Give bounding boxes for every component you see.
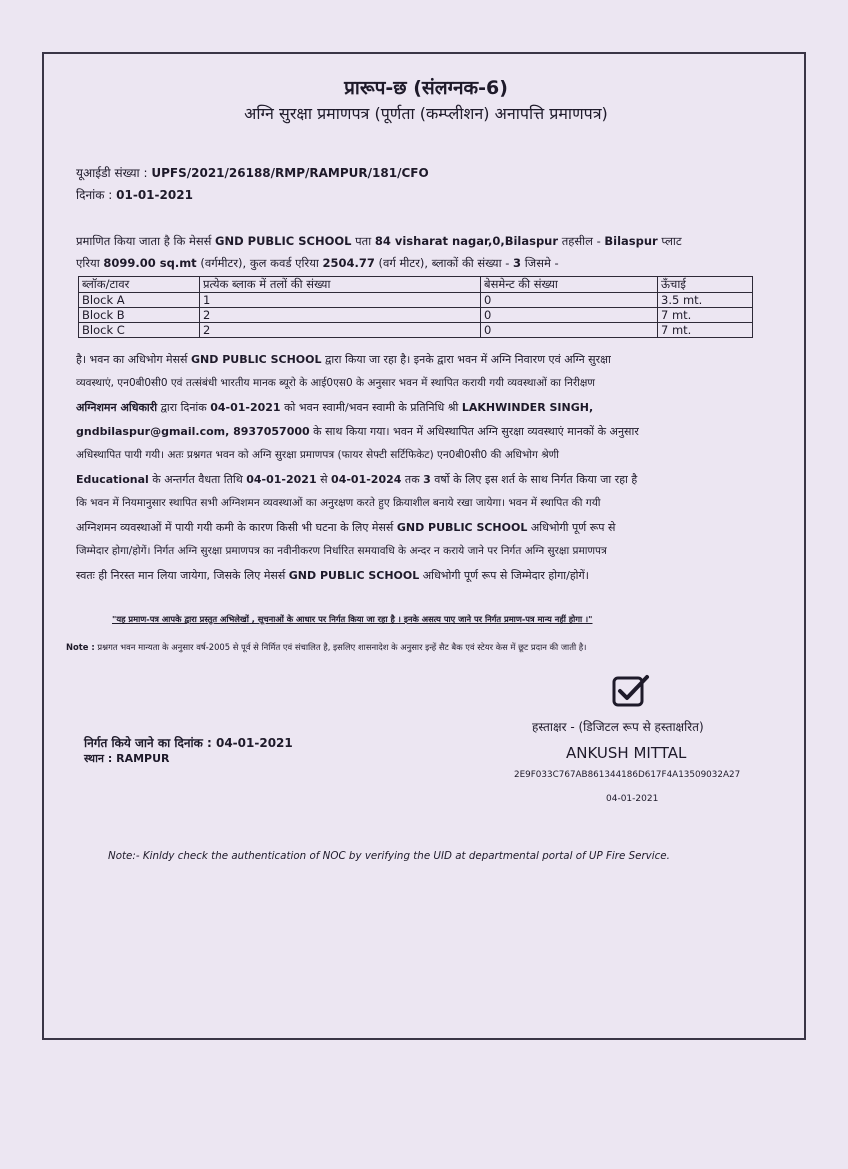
body-line-9: जिम्मेदार होगा/होगें। निर्गत अग्नि सुरक्षा प्रमाणपत्र का नवीनीकरण निर्धारित समयावधि के अन्दर न कराये जाने पर निर्गत अग्नि सुरक्षा प्रमाणपत्र (76, 545, 607, 557)
table-header: बेसमेन्ट की संख्या (481, 277, 658, 293)
table-cell: 7 mt. (658, 308, 753, 323)
certificate-frame (42, 52, 806, 1040)
body-line-1 (76, 352, 611, 367)
table-cell: 0 (481, 293, 658, 308)
tehsil: Bilaspur (604, 234, 658, 248)
table-row (79, 323, 753, 338)
body-text: को भवन स्वामी/भवन स्वामी के प्रतिनिधि श्री (280, 401, 462, 414)
body-text: से (316, 473, 332, 486)
place-label: स्थान : (84, 752, 117, 765)
issue-label: निर्गत किये जाने का दिनांक : (84, 736, 216, 750)
validity-end: 04-01-2024 (331, 473, 402, 486)
body-line-7: कि भवन में नियमानुसार स्थापित सभी अग्निशमन व्यवस्थाओं का अनुरक्षण करते हुए क्रियाशील बनाये रखा जायेगा। भवन में स्थापित की गयी (76, 497, 601, 509)
table-cell: Block A (79, 293, 200, 308)
body-text: अधिभोगी पूर्ण रूप से जिम्मेदार होगा/होगें। (419, 569, 589, 582)
note-label: Note : (66, 642, 95, 652)
intro-text: प्लाट (657, 234, 682, 248)
table-row (79, 293, 753, 308)
body-text: के साथ किया गया। भवन में अधिस्थापित अग्नि सुरक्षा व्यवस्थाएं मानकों के अनुसार (309, 425, 639, 438)
exemption-note (66, 642, 586, 653)
table-cell: 0 (481, 308, 658, 323)
occupancy-category: Educational (76, 473, 149, 486)
inspection-date: 04-01-2021 (210, 401, 281, 414)
intro-text: (वर्गमीटर), कुल कवर्ड एरिया (196, 256, 323, 270)
place-value: RAMPUR (116, 752, 170, 765)
validity-years: 3 (423, 473, 431, 486)
date-line (76, 186, 193, 203)
body-line-10 (76, 568, 589, 583)
date-label: दिनांक : (76, 188, 113, 202)
table-header: ब्लॉक/टावर (79, 277, 200, 293)
document-title: प्रारूप-छ (संलग्नक-6) (344, 77, 508, 99)
inspecting-officer: अग्निशमन अधिकारी (76, 401, 158, 414)
uid-label: यूआईडी संख्या : (76, 166, 148, 180)
body-line-3 (76, 400, 593, 415)
table-cell: 0 (481, 323, 658, 338)
uid-line (76, 164, 429, 181)
verification-note: Note:- Kinldy check the authentication of NOC by verifying the UID at departmental portal of UP Fire Service. (108, 850, 670, 862)
intro-text: (वर्ग मीटर), ब्लाकों की संख्या - (374, 256, 514, 270)
signature-hash: 2E9F033C767AB861344186D617F4A13509032A27 (514, 770, 741, 780)
signature-label: हस्ताक्षर - (डिजिटल रूप से हस्ताक्षरित) (532, 720, 704, 734)
date-value: 01-01-2021 (116, 188, 193, 202)
note-text: प्रश्नगत भवन मान्यता के अनुसार वर्ष-2005 से पूर्व से निर्मित एवं संचालित है, इसलिए शासनादेश के अनुसार इन्हें सैट बैक एवं स्टेयर केस में छूट प्रदान की जाती है। (94, 642, 587, 652)
issue-date-line (84, 734, 293, 751)
document-subtitle: अग्नि सुरक्षा प्रमाणपत्र (पूर्णता (कम्प्लीशन) अनापत्ति प्रमाणपत्र) (244, 104, 608, 123)
intro-text: जिसमे - (521, 256, 559, 270)
plot-area: 8099.00 sq.mt (103, 256, 197, 270)
table-cell: 1 (200, 293, 481, 308)
block-count: 3 (513, 256, 522, 270)
body-text: के अन्तर्गत वैधता तिथि (148, 473, 247, 486)
table-cell: Block B (79, 308, 200, 323)
body-text: वर्षो के लिए इस शर्त के साथ निर्गत किया जा रहा है (430, 473, 638, 486)
signer-name: ANKUSH MITTAL (566, 744, 687, 762)
body-line-5: अधिस्थापित पायी गयी। अतः प्रश्नगत भवन को अग्नि सुरक्षा प्रमाणपत्र (फायर सेफ्टी सर्टिफिकेट) एन0बी0सी0 की अधिभोग श्रेणी (76, 449, 559, 461)
table-cell: 3.5 mt. (658, 293, 753, 308)
table-header-row (79, 277, 753, 293)
body-line-4 (76, 424, 639, 439)
body-line-2: व्यवस्थाएं, एन0बी0सी0 एवं तत्संबंधी भारतीय मानक ब्यूरो के आई0एस0 के अनुसार भवन में स्थापित करायी गयी व्यवस्थाओं का निरीक्षण (76, 377, 596, 389)
occupant-name: GND PUBLIC SCHOOL (215, 234, 352, 248)
table-cell: 2 (200, 308, 481, 323)
body-text: अधिभोगी पूर्ण रूप से (527, 521, 616, 534)
occupant-name: GND PUBLIC SCHOOL (396, 521, 528, 534)
occupant-name: GND PUBLIC SCHOOL (288, 569, 420, 582)
body-text: स्वतः ही निरस्त मान लिया जायेगा, जिसके लिए मेसर्स (76, 569, 289, 582)
covered-area: 2504.77 (322, 256, 375, 270)
body-text: तक (401, 473, 424, 486)
intro-text: एरिया (76, 256, 104, 270)
body-text: है। भवन का अधिभोग मेसर्स (76, 353, 191, 366)
place-line (84, 751, 170, 766)
intro-text: पता (351, 234, 375, 248)
signature-date: 04-01-2021 (606, 794, 659, 804)
occupant-name: GND PUBLIC SCHOOL (191, 353, 322, 366)
intro-line-2 (76, 256, 559, 271)
intro-text: तहसील - (558, 234, 605, 248)
table-cell: Block C (79, 323, 200, 338)
intro-text: प्रमाणित किया जाता है कि मेसर्स (76, 234, 216, 248)
table-header: प्रत्येक ब्लाक में तलों की संख्या (200, 277, 481, 293)
body-line-8 (76, 520, 615, 535)
intro-line-1 (76, 234, 682, 249)
table-header: ऊँचाई (658, 277, 753, 293)
issue-date: 04-01-2021 (215, 736, 293, 750)
validity-start: 04-01-2021 (246, 473, 317, 486)
body-text: द्वारा दिनांक (157, 401, 211, 414)
disclaimer-quote: "यह प्रमाण-पत्र आपके द्वारा प्रस्तुत अभिलेखों , सूचनाओं के आधार पर निर्गत किया जा रहा है । इनके असत्य पाए जाने पर निर्गत प्रमाण-पत्र मान्य नहीं होगा ।" (112, 614, 593, 624)
owner-contact: gndbilaspur@gmail.com, 8937057000 (76, 425, 310, 438)
body-line-6 (76, 472, 637, 487)
address: 84 visharat nagar,0,Bilaspur (374, 234, 559, 248)
checkmark-box-icon (612, 674, 650, 708)
body-text: द्वारा किया जा रहा है। इनके द्वारा भवन में अग्नि निवारण एवं अग्नि सुरक्षा (321, 353, 611, 366)
blocks-table (78, 276, 753, 338)
body-text: अग्निशमन व्यवस्थाओं में पायी गयी कमी के कारण किसी भी घटना के लिए मेसर्स (76, 521, 397, 534)
table-cell: 2 (200, 323, 481, 338)
table-cell: 7 mt. (658, 323, 753, 338)
owner-name: LAKHWINDER SINGH, (461, 401, 594, 414)
uid-value: UPFS/2021/26188/RMP/RAMPUR/181/CFO (151, 166, 429, 180)
table-row (79, 308, 753, 323)
